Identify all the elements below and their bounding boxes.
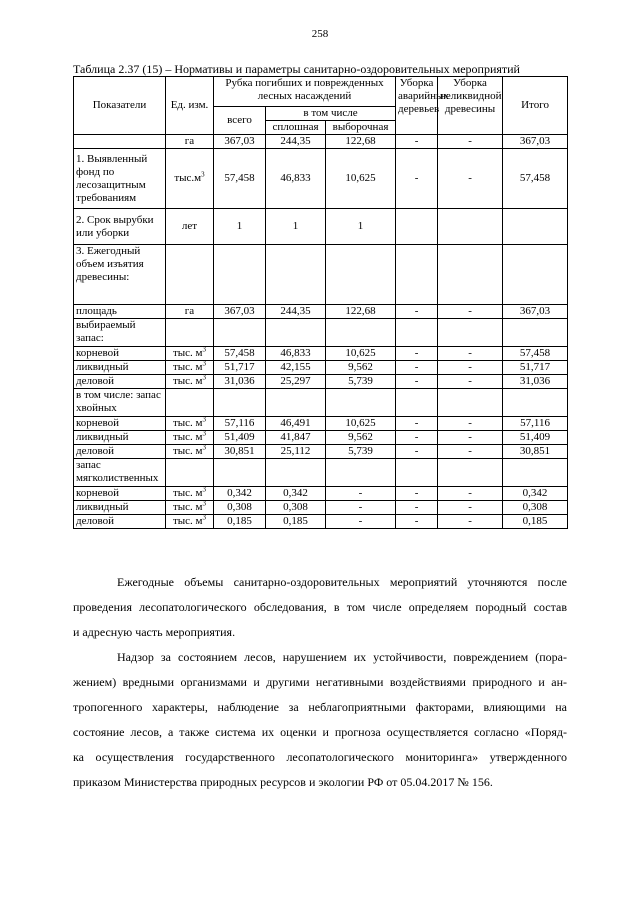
text-line: жением) вредными организмами и другими негативными воздействиями природного и ан- — [73, 675, 567, 689]
table-row — [74, 361, 568, 375]
cell-clear: 42,155 — [266, 361, 326, 375]
cell-nonliquid — [438, 319, 503, 347]
header-total-all: всего — [214, 107, 266, 135]
cell-unit — [166, 389, 214, 417]
cell-emergency: - — [396, 501, 438, 515]
cell-unit: тыс. $м^3$ — [166, 375, 214, 389]
cell-all: 51,717 — [214, 361, 266, 375]
cell-unit: тыс. $м^3$ — [166, 347, 214, 361]
cell-unit — [166, 459, 214, 487]
cell-nonliquid — [438, 245, 503, 305]
cell-nonliquid — [438, 389, 503, 417]
cell-all — [214, 245, 266, 305]
cell-emergency: - — [396, 135, 438, 149]
cell-total: 51,409 — [503, 431, 568, 445]
header-felling: Рубка погибших и поврежденных лесных насаждений — [214, 77, 396, 107]
cell-total: 51,717 — [503, 361, 568, 375]
text-line: и адресную часть мероприятия. — [73, 625, 236, 639]
cell-total — [503, 389, 568, 417]
cell-clear — [266, 389, 326, 417]
cell-emergency — [396, 459, 438, 487]
table-row — [74, 347, 568, 361]
cell-all: 57,116 — [214, 417, 266, 431]
cell-nonliquid: - — [438, 375, 503, 389]
cell-emergency: - — [396, 361, 438, 375]
cell-clear: 0,308 — [266, 501, 326, 515]
cell-nonliquid: - — [438, 149, 503, 209]
cell-nonliquid: - — [438, 445, 503, 459]
cell-label: 2. Срок вырубки или уборки — [74, 209, 166, 245]
text-line: Надзор за состоянием лесов, нарушением их устойчивости, повреждением (пора- — [117, 650, 567, 664]
cell-selective: 122,68 — [326, 135, 396, 149]
cell-clear: 25,297 — [266, 375, 326, 389]
cell-all: 0,308 — [214, 501, 266, 515]
cell-selective: 9,562 — [326, 361, 396, 375]
cell-total: 57,458 — [503, 149, 568, 209]
cell-total — [503, 319, 568, 347]
cell-label: ликвидный — [74, 431, 166, 445]
cell-unit: тыс. $м^3$ — [166, 501, 214, 515]
cell-nonliquid: - — [438, 417, 503, 431]
cell-selective: 122,68 — [326, 305, 396, 319]
cell-emergency — [396, 209, 438, 245]
table-header — [74, 77, 568, 135]
table-row — [74, 209, 568, 245]
cell-selective — [326, 319, 396, 347]
cell-emergency: - — [396, 305, 438, 319]
header-clear: сплошная — [266, 121, 326, 135]
table-row — [74, 445, 568, 459]
cell-clear: 0,185 — [266, 515, 326, 529]
cell-label — [74, 135, 166, 149]
cell-total: 57,458 — [503, 347, 568, 361]
cell-selective: - — [326, 487, 396, 501]
table-row — [74, 487, 568, 501]
cell-selective: 1 — [326, 209, 396, 245]
cell-emergency — [396, 389, 438, 417]
cell-emergency: - — [396, 515, 438, 529]
cell-nonliquid: - — [438, 135, 503, 149]
text-line: ка осуществления государственного лесопатологического мониторинга» утвержденного — [73, 750, 567, 764]
cell-unit: га — [166, 135, 214, 149]
table-row — [74, 515, 568, 529]
cell-selective: - — [326, 515, 396, 529]
cell-clear: 1 — [266, 209, 326, 245]
table-row — [74, 245, 568, 305]
cell-unit — [166, 245, 214, 305]
cell-total: 31,036 — [503, 375, 568, 389]
cell-clear: 0,342 — [266, 487, 326, 501]
cell-total: 0,185 — [503, 515, 568, 529]
cell-emergency: - — [396, 347, 438, 361]
cell-all: 57,458 — [214, 347, 266, 361]
cell-nonliquid: - — [438, 515, 503, 529]
table-row — [74, 375, 568, 389]
cell-label: деловой — [74, 375, 166, 389]
cell-all: 1 — [214, 209, 266, 245]
cell-clear — [266, 319, 326, 347]
cell-label: запас мягколиственных — [74, 459, 166, 487]
text-line: Ежегодные объемы санитарно-оздоровительных мероприятий уточняются после — [117, 575, 567, 589]
cell-unit: тыс. $м^3$ — [166, 417, 214, 431]
cell-selective — [326, 389, 396, 417]
cell-all: 0,342 — [214, 487, 266, 501]
cell-total: 30,851 — [503, 445, 568, 459]
cell-total — [503, 209, 568, 245]
cell-label: 3. Ежегодный объем изъятия древесины: — [74, 245, 166, 305]
cell-nonliquid: - — [438, 501, 503, 515]
cell-label: ликвидный — [74, 501, 166, 515]
cell-label: выбираемый запас: — [74, 319, 166, 347]
cell-all — [214, 459, 266, 487]
cell-nonliquid: - — [438, 431, 503, 445]
table-row — [74, 459, 568, 487]
text-line: тропогенного характеры, наблюдение за неблагоприятными факторами, влияющими на — [73, 700, 567, 714]
cell-nonliquid: - — [438, 361, 503, 375]
cell-clear: 244,35 — [266, 135, 326, 149]
table-body — [74, 135, 568, 529]
cell-clear: 46,833 — [266, 347, 326, 361]
cell-unit: тыс. $м^3$ — [166, 515, 214, 529]
header-indicators: Показатели — [74, 77, 166, 135]
cell-all: 30,851 — [214, 445, 266, 459]
cell-unit: $тыс.м^3$ — [166, 149, 214, 209]
cell-emergency: - — [396, 149, 438, 209]
cell-emergency — [396, 245, 438, 305]
cell-all: 57,458 — [214, 149, 266, 209]
cell-total — [503, 245, 568, 305]
cell-emergency: - — [396, 431, 438, 445]
cell-all: 367,03 — [214, 305, 266, 319]
header-grand-total: Итого — [503, 77, 568, 135]
header-selective: выборочная — [326, 121, 396, 135]
norms-table — [73, 76, 568, 529]
cell-unit: тыс. $м^3$ — [166, 361, 214, 375]
cell-total: 0,342 — [503, 487, 568, 501]
cell-all: 51,409 — [214, 431, 266, 445]
cell-unit: га — [166, 305, 214, 319]
header-emergency: Уборка аварийных деревьев — [396, 77, 438, 135]
table-row — [74, 135, 568, 149]
cell-emergency: - — [396, 445, 438, 459]
paragraph-1 — [73, 570, 567, 645]
cell-label: корневой — [74, 487, 166, 501]
cell-label: деловой — [74, 515, 166, 529]
text-line: состояние лесов, а также система их оценки и прогноза осуществляется согласно «Поряд- — [73, 725, 567, 739]
cell-selective: - — [326, 501, 396, 515]
cell-total: 0,308 — [503, 501, 568, 515]
cell-unit — [166, 319, 214, 347]
cell-label: ликвидный — [74, 361, 166, 375]
cell-selective: 9,562 — [326, 431, 396, 445]
cell-label: 1. Выявленный фонд по лесозащитным требованиям — [74, 149, 166, 209]
cell-all: 0,185 — [214, 515, 266, 529]
table-row — [74, 319, 568, 347]
header-non-liquid: Уборка неликвидной древесины — [438, 77, 503, 135]
text-line: приказом Министерства природных ресурсов и экологии РФ от 05.04.2017 № 156. — [73, 775, 493, 789]
cell-clear: 46,491 — [266, 417, 326, 431]
cell-emergency: - — [396, 417, 438, 431]
table-row — [74, 501, 568, 515]
cell-selective: 10,625 — [326, 149, 396, 209]
cell-clear: 244,35 — [266, 305, 326, 319]
table-row — [74, 417, 568, 431]
cell-label: площадь — [74, 305, 166, 319]
cell-nonliquid: - — [438, 487, 503, 501]
cell-label: в том числе: запас хвойных — [74, 389, 166, 417]
cell-unit: тыс. $м^3$ — [166, 431, 214, 445]
cell-nonliquid: - — [438, 305, 503, 319]
cell-nonliquid — [438, 209, 503, 245]
cell-emergency: - — [396, 487, 438, 501]
cell-clear: 25,112 — [266, 445, 326, 459]
page-number: 258 — [311, 28, 329, 40]
cell-selective: 5,739 — [326, 445, 396, 459]
table-caption: Таблица 2.37 (15) – Нормативы и параметры санитарно-оздоровительных мероприятий — [73, 62, 520, 76]
table-row — [74, 431, 568, 445]
cell-nonliquid — [438, 459, 503, 487]
text-line: проведения лесопатологического обследования, в том числе определяем породный состав — [73, 600, 567, 614]
cell-nonliquid: - — [438, 347, 503, 361]
cell-total: 367,03 — [503, 305, 568, 319]
cell-selective: 10,625 — [326, 417, 396, 431]
cell-selective: 5,739 — [326, 375, 396, 389]
cell-clear — [266, 245, 326, 305]
cell-unit: тыс. $м^3$ — [166, 445, 214, 459]
paragraph-2 — [73, 645, 567, 795]
cell-unit: лет — [166, 209, 214, 245]
cell-all — [214, 389, 266, 417]
cell-all: 367,03 — [214, 135, 266, 149]
cell-clear — [266, 459, 326, 487]
header-unit: Ед. изм. — [166, 77, 214, 135]
cell-emergency — [396, 319, 438, 347]
cell-total: 367,03 — [503, 135, 568, 149]
cell-selective — [326, 459, 396, 487]
cell-label: деловой — [74, 445, 166, 459]
table-row — [74, 305, 568, 319]
table-row — [74, 389, 568, 417]
table-row — [74, 149, 568, 209]
cell-total — [503, 459, 568, 487]
cell-emergency: - — [396, 375, 438, 389]
cell-clear: 41,847 — [266, 431, 326, 445]
cell-unit: тыс. $м^3$ — [166, 487, 214, 501]
cell-all — [214, 319, 266, 347]
cell-total: 57,116 — [503, 417, 568, 431]
cell-selective — [326, 245, 396, 305]
cell-label: корневой — [74, 417, 166, 431]
cell-clear: 46,833 — [266, 149, 326, 209]
cell-all: 31,036 — [214, 375, 266, 389]
header-including: в том числе — [266, 107, 396, 121]
cell-label: корневой — [74, 347, 166, 361]
cell-selective: 10,625 — [326, 347, 396, 361]
